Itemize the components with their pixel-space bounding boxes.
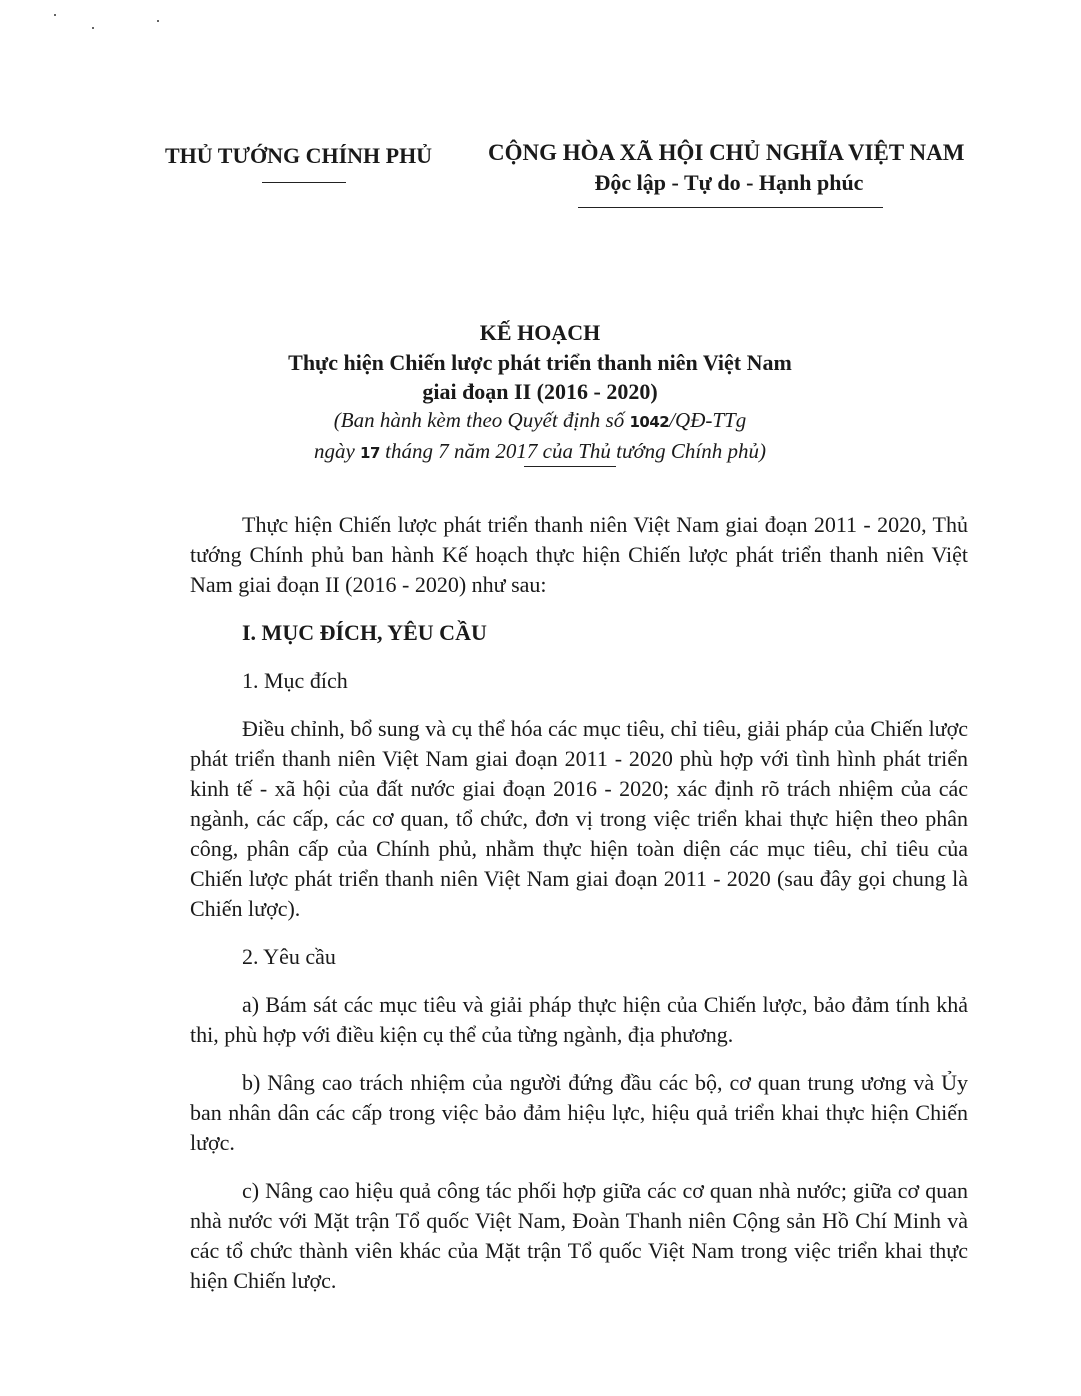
national-motto: Độc lập - Tự do - Hạnh phúc — [594, 170, 864, 195]
requirement-a: a) Bám sát các mục tiêu và giải pháp thực hiện của Chiến lược, bảo đảm tính khả thi, phù hợp với điều kiện cụ thể của từng ngành, địa phương. — [190, 992, 968, 1047]
motto-underline — [578, 207, 883, 208]
agency-underline — [262, 182, 346, 183]
date-prefix: ngày — [313, 439, 361, 463]
subsection-heading-purpose: 1. Mục đích — [242, 668, 348, 693]
intro-paragraph: Thực hiện Chiến lược phát triển thanh niên Việt Nam giai đoạn 2011 - 2020, Thủ tướng Chính phủ ban hành Kế hoạch thực hiện Chiến lược phát triển thanh niên Việt Nam giai đoạn II (2016 - 2020) như sau: — [190, 512, 968, 597]
decision-number: 1042 — [629, 413, 670, 431]
subsection-heading-requirements: 2. Yêu cầu — [242, 944, 336, 969]
national-title: CỘNG HÒA XÃ HỘI CHỦ NGHĨA VIỆT NAM — [488, 140, 965, 165]
document-subject-line-2: giai đoạn II (2016 - 2020) — [422, 379, 658, 404]
document-title-block — [150, 317, 930, 468]
document-type: KẾ HOẠCH — [479, 320, 601, 345]
issuance-suffix: /QĐ-TTg — [669, 408, 747, 432]
requirement-c: c) Nâng cao hiệu quả công tác phối hợp giữa các cơ quan nhà nước; giữa cơ quan nhà nước với Mặt trận Tổ quốc Việt Nam, Đoàn Thanh niên Cộng sản Hồ Chí Minh và các tổ chức thành viên khác của Mặt trận Tổ quốc Việt Nam trong việc triển khai thực hiện Chiến lược. — [190, 1178, 968, 1293]
section-heading-1: I. MỤC ĐÍCH, YÊU CẦU — [242, 620, 487, 645]
requirement-b: b) Nâng cao trách nhiệm của người đứng đầu các bộ, cơ quan trung ương và Ủy ban nhân dân các cấp trong việc bảo đảm hiệu lực, hiệu quả triển khai thực hiện Chiến lược. — [190, 1070, 968, 1155]
purpose-paragraph: Điều chỉnh, bổ sung và cụ thể hóa các mục tiêu, chỉ tiêu, giải pháp của Chiến lược phát triển thanh niên Việt Nam giai đoạn 2011 - 2020 phù hợp với tình hình phát triển kinh tế - xã hội của đất nước giai đoạn 2016 - 2020; xác định rõ trách nhiệm của các ngành, các cấp, các cơ quan, tổ chức, đơn vị trong việc triển khai thực hiện theo phân công, phân cấp của Chính phủ, nhằm thực hiện toàn diện các mục tiêu, chỉ tiêu của Chiến lược phát triển thanh niên Việt Nam giai đoạn 2011 - 2020 (sau đây gọi chung là Chiến lược). — [190, 716, 968, 921]
date-day: 17 — [360, 444, 380, 462]
document-body — [190, 510, 968, 1296]
title-underline — [524, 466, 616, 467]
issuance-prefix: (Ban hành kèm theo Quyết định số — [333, 408, 630, 432]
issuance-date — [150, 437, 930, 468]
issuing-agency: THỦ TƯỚNG CHÍNH PHỦ — [165, 143, 433, 168]
document-subject-line-1: Thực hiện Chiến lược phát triển thanh niên Việt Nam — [288, 350, 792, 375]
date-suffix: tháng 7 năm 2017 của Thủ tướng Chính phủ) — [379, 439, 767, 463]
issuance-note — [150, 406, 930, 437]
